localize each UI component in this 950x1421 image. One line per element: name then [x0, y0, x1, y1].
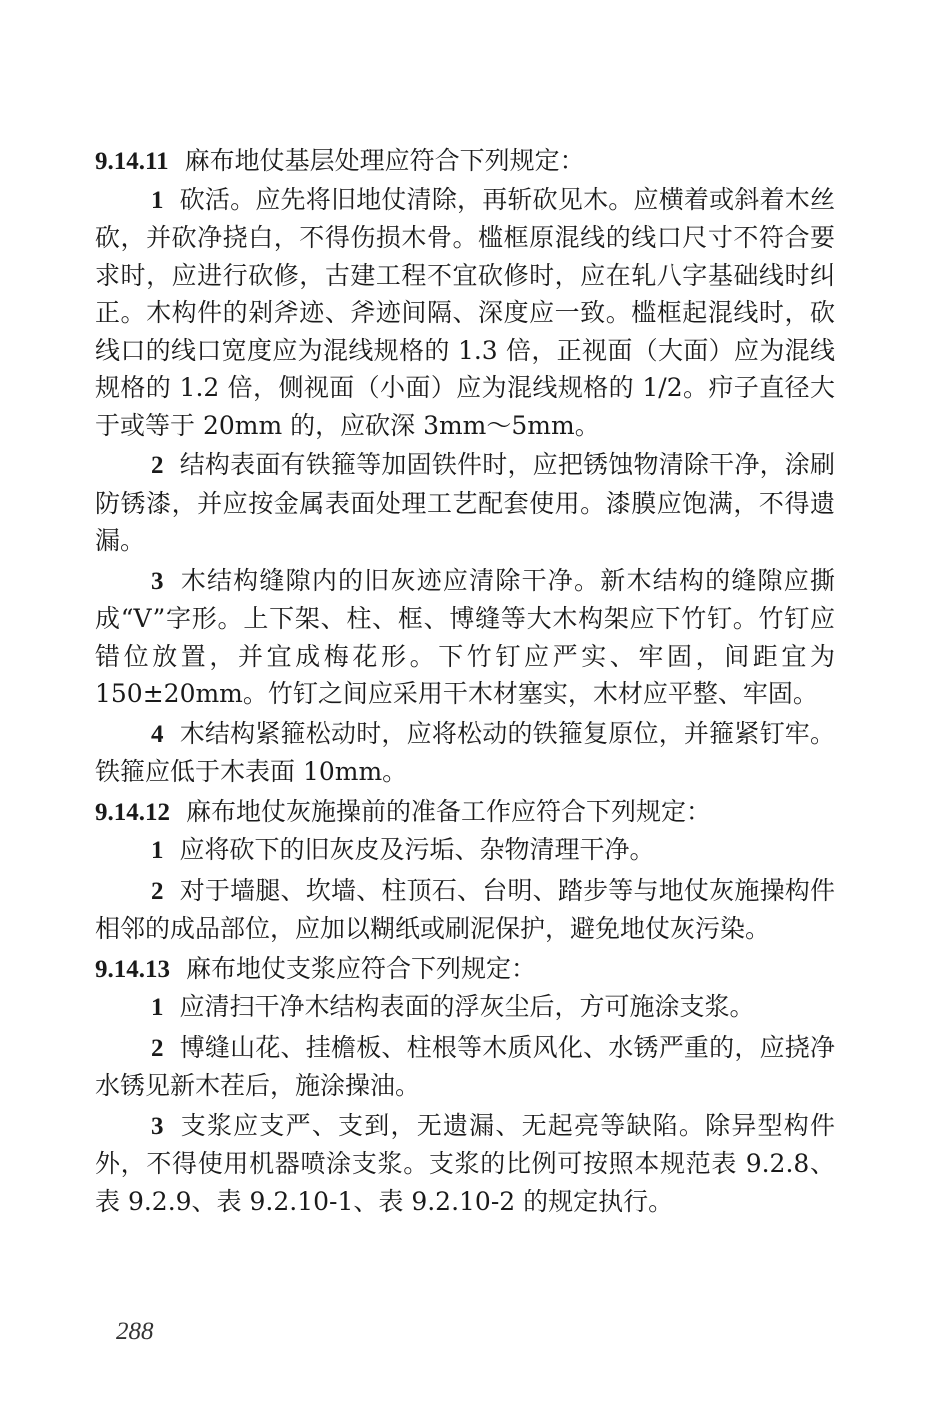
- list-item: [95, 831, 835, 870]
- item-text: 对于墙腿、坎墙、柱顶石、台明、踏步等与地仗灰施操构件相邻的成品部位，应加以糊纸或刷泥保护，避免地仗灰污染。: [95, 875, 835, 943]
- page-body: [95, 142, 835, 1222]
- item-number: 2: [151, 1034, 164, 1062]
- list-item: [95, 715, 835, 791]
- section-title: 麻布地仗灰施操前的准备工作应符合下列规定：: [186, 796, 712, 826]
- item-text: 应将砍下的旧灰皮及污垢、杂物清理干净。: [179, 835, 655, 864]
- item-text: 砍活。应先将旧地仗清除，再斩砍见木。应横着或斜着木丝砍，并砍净挠白，不得伤损木骨。槛框原混线的线口尺寸不符合要求时，应进行砍修，古建工程不宜砍修时，应在轧八字基础线时纠正。木构件的剁斧迹、斧迹间隔、深度应一致。槛框起混线时，砍线口的线口宽度应为混线规格的 1.3 倍，正视面（大面）应为混线规格的 1.2 倍，侧视面（小面）应为混线规格的 1/2。疖子直径大于或等于 20mm 的，应砍深 3mm～5mm。: [95, 184, 835, 440]
- item-text: 博缝山花、挂檐板、柱根等木质风化、水锈严重的，应挠净水锈见新木茬后，施涂操油。: [95, 1032, 835, 1100]
- list-item: [95, 988, 835, 1027]
- section-number: 9.14.11: [95, 148, 169, 175]
- item-number: 2: [151, 452, 164, 479]
- item-number: 2: [151, 877, 164, 905]
- page-number: 288: [116, 1318, 154, 1345]
- list-item: [95, 181, 835, 445]
- item-text: 应清扫干净木结构表面的浮灰尘后，方可施涂支浆。: [179, 992, 755, 1021]
- item-text: 支浆应支严、支到，无遗漏、无起亮等缺陷。除异型构件外，不得使用机器喷涂支浆。支浆的比例可按照本规范表 9.2.8、表 9.2.9、表 9.2.10-1、表 9.2.10-2 的规定执行。: [95, 1110, 835, 1216]
- section-heading: [95, 142, 835, 181]
- item-number: 4: [151, 720, 164, 748]
- section-number: 9.14.12: [95, 798, 170, 826]
- item-number: 3: [151, 567, 164, 595]
- list-item: [95, 1107, 835, 1221]
- list-item: [95, 1029, 835, 1105]
- section-title: 麻布地仗基层处理应符合下列规定：: [184, 146, 585, 175]
- section-number: 9.14.13: [95, 955, 170, 983]
- list-item: [95, 446, 835, 560]
- item-number: 3: [151, 1112, 164, 1140]
- list-item: [95, 872, 835, 948]
- item-text: 结构表面有铁箍等加固铁件时，应把锈蚀物清除干净，涂刷防锈漆，并应按金属表面处理工艺配套使用。漆膜应饱满，不得遗漏。: [95, 450, 835, 555]
- item-text: 木结构紧箍松动时，应将松动的铁箍复原位，并箍紧钉牢。铁箍应低于木表面 10mm。: [95, 718, 835, 786]
- section-title: 麻布地仗支浆应符合下列规定：: [186, 953, 537, 983]
- item-number: 1: [151, 186, 164, 214]
- section-heading: [95, 793, 835, 832]
- item-number: 1: [151, 994, 164, 1021]
- item-number: 1: [151, 837, 164, 864]
- section-heading: [95, 950, 835, 989]
- item-text: 木结构缝隙内的旧灰迹应清除干净。新木结构的缝隙应撕成“V”字形。上下架、柱、框、博缝等大木构架应下竹钉。竹钉应错位放置，并宜成梅花形。下竹钉应严实、牢固，间距宜为 150±20mm。竹钉之间应采用干木材塞实，木材应平整、牢固。: [95, 565, 835, 708]
- list-item: [95, 562, 835, 713]
